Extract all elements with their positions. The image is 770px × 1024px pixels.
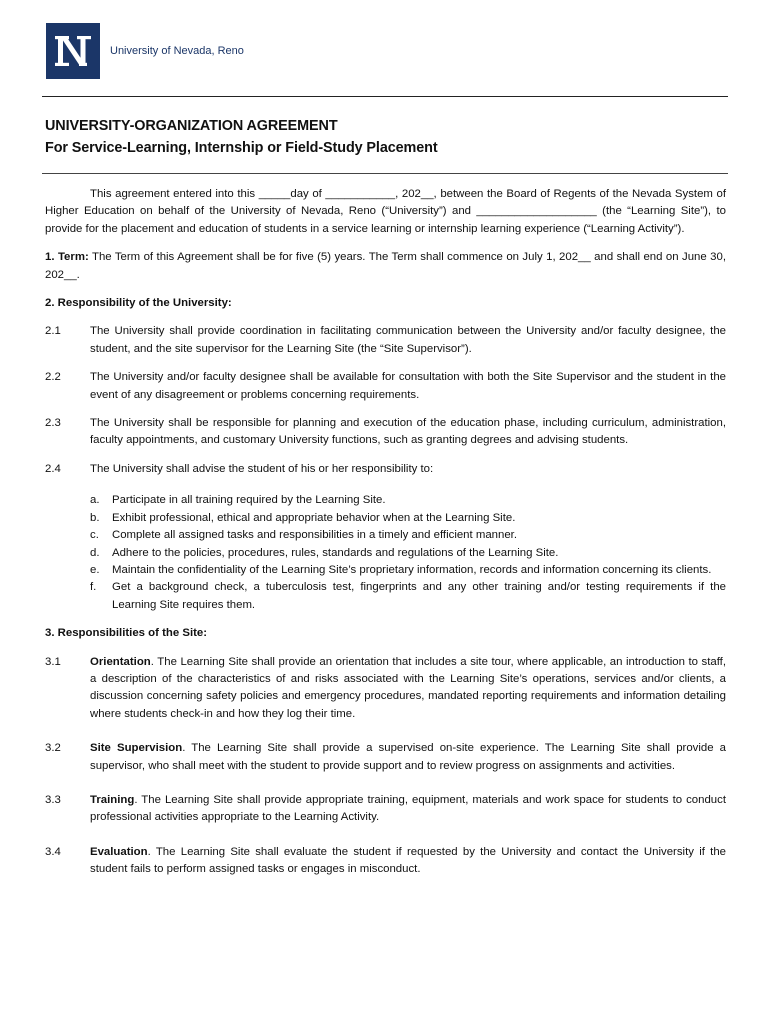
intro-paragraph: This agreement entered into this _____day of ___________, 202__, between the Board of Regents of the Nevada System of Higher Education on behalf of the University of Nevada, Reno (“University”) and ___________________ (the “Learning Site”), to provide for the placement and education of students in a service learning or internship learning experience (“Learning Activity”).: [45, 188, 726, 235]
clause-2-3: [45, 415, 726, 450]
term-paragraph: [45, 249, 726, 284]
title-line-1: UNIVERSITY-ORGANIZATION AGREEMENT: [45, 118, 338, 134]
clause-3-4: [45, 844, 726, 879]
clause-lead: Site Supervision: [90, 742, 183, 755]
clause-text: The University and/or faculty designee shall be available for consultation with both the Site Supervisor and the student in the event of any disagreement or problems concerning requirements.: [90, 371, 726, 401]
clause-number: 2.2: [45, 371, 61, 384]
clause-3-3: [45, 792, 726, 827]
list-text: Participate in all training required by the Learning Site.: [112, 494, 386, 507]
university-logo: [46, 23, 244, 79]
list-letter: c.: [90, 529, 99, 542]
student-responsibility-list: [90, 492, 726, 614]
list-item: [90, 562, 726, 579]
term-text: The Term of this Agreement shall be for five (5) years. The Term shall commence on July 1, 202__ and shall end on June 30, 202__.: [45, 251, 726, 281]
list-item: [90, 579, 726, 614]
header-rule: [42, 96, 728, 97]
section-3-heading: 3. Responsibilities of the Site:: [45, 627, 208, 640]
clause-2-1: [45, 323, 726, 358]
agreement-body: [45, 186, 726, 890]
clause-number: 3.1: [45, 655, 61, 668]
list-letter: e.: [90, 563, 100, 576]
n-monogram-icon: [46, 23, 100, 79]
clause-body: . The Learning Site shall provide appropriate training, equipment, materials and work space for students to conduct professional activities appropriate to the Learning Activity.: [90, 793, 726, 824]
list-text: Maintain the confidentiality of the Learning Site’s proprietary information, records and information concerning its clients.: [112, 563, 712, 576]
section-2-heading: 2. Responsibility of the University:: [45, 297, 232, 310]
list-item: [90, 545, 726, 562]
clause-lead: Evaluation: [90, 845, 148, 858]
clause-2-4: [45, 461, 726, 478]
list-text: Complete all assigned tasks and responsibilities in a timely and efficient manner.: [112, 529, 518, 542]
clause-text: The University shall provide coordination in facilitating communication between the University and/or faculty designee, the student, and the site supervisor for the Learning Site (the “Site Supervisor”).: [90, 325, 726, 355]
list-text: Exhibit professional, ethical and appropriate behavior when at the Learning Site.: [112, 511, 516, 524]
clause-3-1: [45, 654, 726, 724]
clause-body: . The Learning Site shall provide a supervised on-site experience. The Learning Site shall provide a supervisor, who shall meet with the student to provide support and to review progress on assignments and activities.: [90, 742, 726, 772]
clause-text: [90, 844, 726, 879]
clause-text: [90, 654, 726, 724]
logo-wordmark: University of Nevada, Reno: [110, 45, 244, 57]
list-text: Get a background check, a tuberculosis test, fingerprints and any other training and/or testing requirements if the Learning Site requires them.: [112, 581, 726, 611]
list-item: [90, 527, 726, 544]
list-letter: a.: [90, 494, 100, 507]
list-letter: b.: [90, 511, 100, 524]
list-text: Adhere to the policies, procedures, rules, standards and regulations of the Learning Site.: [112, 546, 559, 559]
term-heading: 1. Term:: [45, 251, 89, 264]
clause-body: . The Learning Site shall provide an orientation that includes a site tour, where applicable, an introduction to staff, a description of the characteristics of and risks associated with the Learning Site’s operations, services and/or clients, a discussion concerning safety policies and emergency procedures, mandated reporting requirements and information detailing where students check-in and how they log their time.: [90, 655, 726, 720]
clause-lead: Orientation: [90, 655, 151, 668]
clause-number: 3.4: [45, 845, 61, 858]
title-line-2: For Service-Learning, Internship or Field-Study Placement: [45, 140, 438, 156]
document-title: [45, 115, 725, 159]
clause-3-2: [45, 740, 726, 775]
clause-number: 2.3: [45, 417, 61, 430]
clause-text: [90, 792, 726, 827]
list-item: [90, 510, 726, 527]
clause-text: The University shall advise the student of his or her responsibility to:: [90, 462, 434, 475]
list-letter: d.: [90, 546, 100, 559]
list-item: [90, 492, 726, 509]
clause-number: 3.3: [45, 793, 61, 806]
clause-number: 2.1: [45, 325, 61, 338]
clause-body: . The Learning Site shall evaluate the student if requested by the University and contact the University if the student fails to perform assigned tasks or engages in misconduct.: [90, 845, 726, 876]
clause-number: 2.4: [45, 462, 61, 475]
clause-lead: Training: [90, 793, 135, 806]
clause-2-2: [45, 369, 726, 404]
clause-text: The University shall be responsible for planning and execution of the education phase, including curriculum, administration, faculty appointments, and customary University functions, such as granting degrees and advising students.: [90, 417, 726, 447]
clause-number: 3.2: [45, 742, 61, 755]
title-rule: [42, 173, 728, 174]
clause-text: [90, 740, 726, 775]
list-letter: f.: [90, 581, 97, 594]
